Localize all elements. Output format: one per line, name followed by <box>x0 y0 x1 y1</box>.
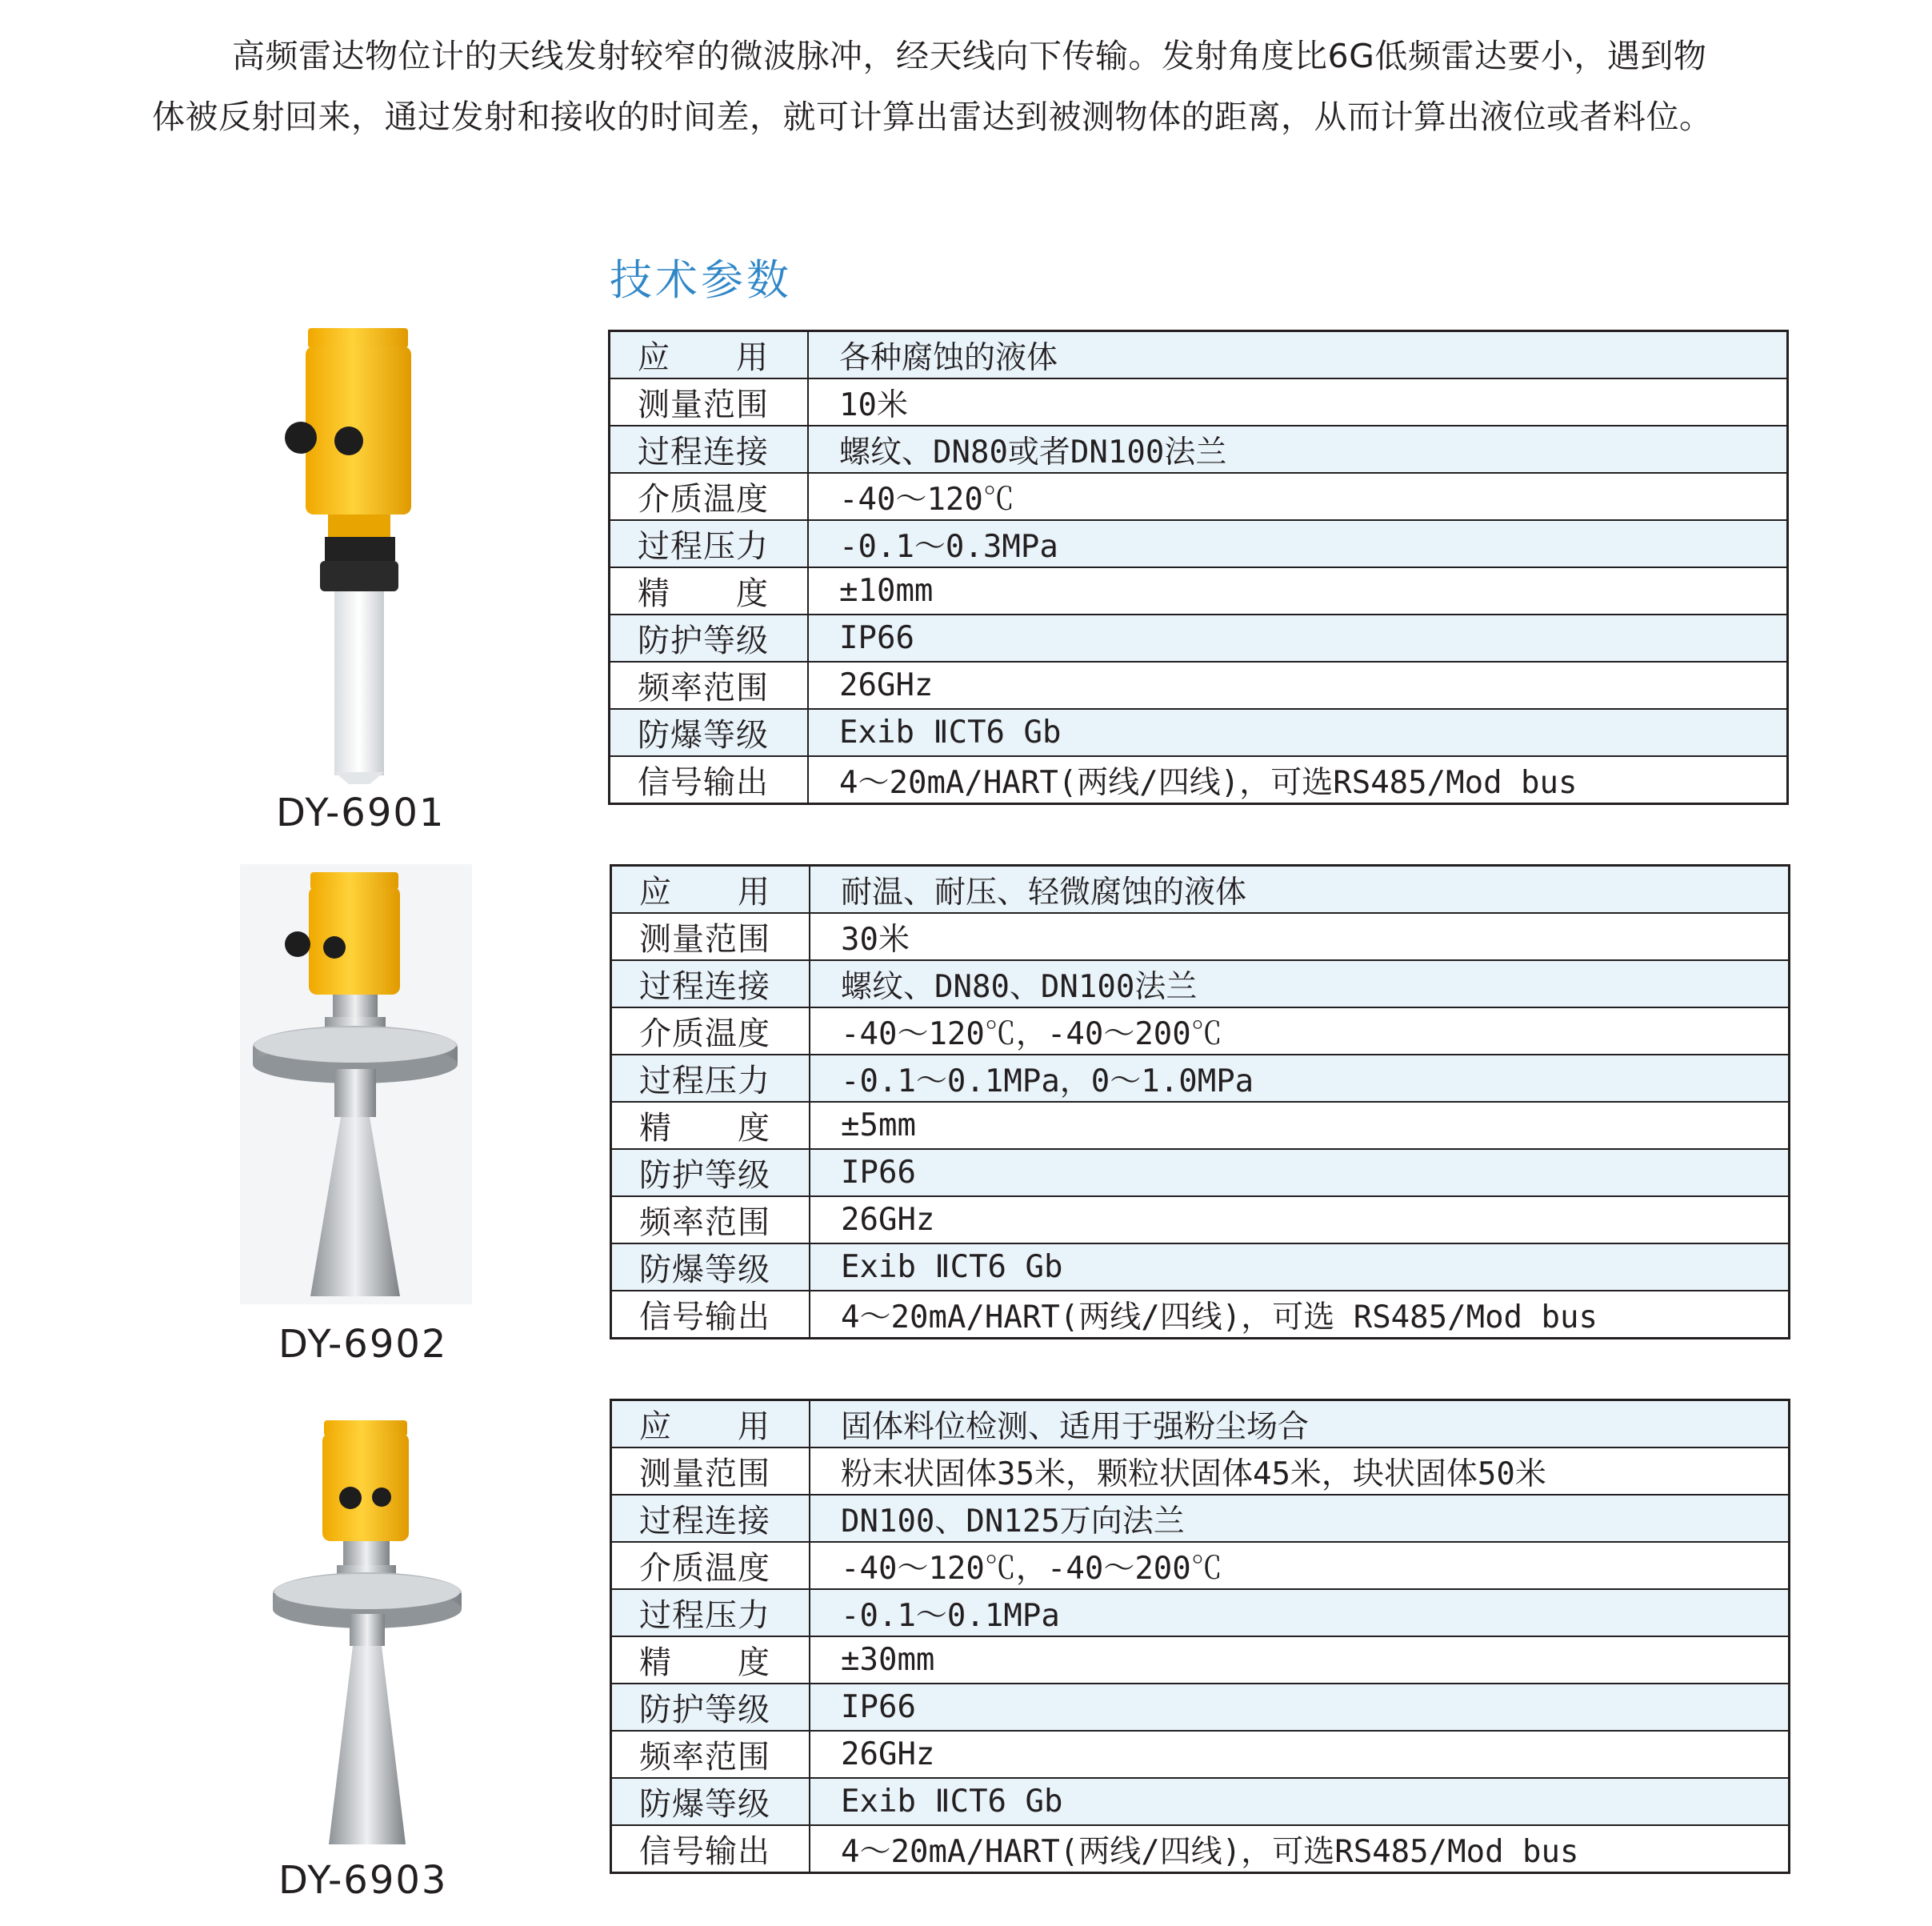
table-row <box>611 1196 1790 1243</box>
spec-key: 应 用 <box>610 331 809 379</box>
spec-value: -0.1～0.3MPa <box>808 520 1788 567</box>
spec-value: 4～20mA/HART(两线/四线)，可选RS485/Mod bus <box>808 756 1788 804</box>
table-row <box>611 1055 1790 1102</box>
table-row <box>611 1007 1790 1055</box>
spec-key: 应 用 <box>611 866 810 914</box>
table-row <box>611 1684 1790 1731</box>
table-row <box>611 1589 1790 1636</box>
spec-value: DN100、DN125万向法兰 <box>810 1495 1790 1542</box>
spec-value: IP66 <box>810 1149 1790 1196</box>
table-row <box>610 520 1788 567</box>
table-row <box>611 1636 1790 1684</box>
spec-key: 测量范围 <box>610 378 809 426</box>
spec-key: 测量范围 <box>611 1448 810 1495</box>
spec-value: -40～120℃，-40～200℃ <box>810 1007 1790 1055</box>
spec-key: 过程连接 <box>611 1495 810 1542</box>
spec-key: 过程压力 <box>611 1589 810 1636</box>
spec-value: ±30mm <box>810 1636 1790 1684</box>
spec-key: 精 度 <box>611 1102 810 1149</box>
spec-key: 频率范围 <box>610 662 809 709</box>
spec-table-dy-6903 <box>610 1399 1790 1874</box>
spec-value: 耐温、耐压、轻微腐蚀的液体 <box>810 866 1790 914</box>
spec-key: 介质温度 <box>610 473 809 520</box>
spec-value: -40～120℃，-40～200℃ <box>810 1542 1790 1589</box>
spec-value: 粉末状固体35米，颗粒状固体45米，块状固体50米 <box>810 1448 1790 1495</box>
spec-key: 防爆等级 <box>610 709 809 756</box>
spec-value: 螺纹、DN80、DN100法兰 <box>810 960 1790 1007</box>
spec-value: 26GHz <box>810 1196 1790 1243</box>
spec-value: ±10mm <box>808 567 1788 615</box>
table-row <box>611 1291 1790 1339</box>
table-row <box>611 1102 1790 1149</box>
spec-key: 防护等级 <box>611 1684 810 1731</box>
spec-value: -0.1～0.1MPa，0～1.0MPa <box>810 1055 1790 1102</box>
spec-value: 26GHz <box>810 1731 1790 1778</box>
product-image-dy-6901 <box>272 324 432 784</box>
spec-value: -0.1～0.1MPa <box>810 1589 1790 1636</box>
spec-key: 防护等级 <box>610 615 809 662</box>
section-title: 技术参数 <box>610 256 792 305</box>
spec-key: 应 用 <box>611 1400 810 1448</box>
spec-value: 螺纹、DN80或者DN100法兰 <box>808 426 1788 473</box>
table-row <box>611 866 1790 914</box>
table-row <box>610 756 1788 804</box>
spec-key: 频率范围 <box>611 1196 810 1243</box>
spec-key: 过程压力 <box>610 520 809 567</box>
table-row <box>610 615 1788 662</box>
table-row <box>611 913 1790 960</box>
spec-key: 防爆等级 <box>611 1778 810 1825</box>
spec-key: 精 度 <box>610 567 809 615</box>
spec-key: 精 度 <box>611 1636 810 1684</box>
spec-value: 4～20mA/HART(两线/四线)，可选RS485/Mod bus <box>810 1825 1790 1873</box>
spec-value: 10米 <box>808 378 1788 426</box>
spec-key: 介质温度 <box>611 1007 810 1055</box>
spec-key: 测量范围 <box>611 913 810 960</box>
intro-paragraph <box>152 26 1800 147</box>
spec-key: 介质温度 <box>611 1542 810 1589</box>
spec-key: 防护等级 <box>611 1149 810 1196</box>
table-row <box>611 1243 1790 1291</box>
product-image-dy-6903 <box>268 1412 468 1852</box>
spec-value: 4～20mA/HART(两线/四线)，可选 RS485/Mod bus <box>810 1291 1790 1339</box>
table-row <box>610 567 1788 615</box>
spec-value: IP66 <box>810 1684 1790 1731</box>
spec-key: 过程连接 <box>610 426 809 473</box>
table-row <box>611 960 1790 1007</box>
spec-value: Exib ⅡCT6 Gb <box>810 1243 1790 1291</box>
spec-value: 26GHz <box>808 662 1788 709</box>
table-row <box>611 1731 1790 1778</box>
spec-table-dy-6902 <box>610 864 1790 1339</box>
spec-key: 过程压力 <box>611 1055 810 1102</box>
spec-value: 固体料位检测、适用于强粉尘场合 <box>810 1400 1790 1448</box>
spec-key: 信号输出 <box>611 1291 810 1339</box>
table-row <box>610 662 1788 709</box>
spec-table-dy-6901 <box>608 330 1789 805</box>
spec-value: IP66 <box>808 615 1788 662</box>
table-row <box>611 1778 1790 1825</box>
product-image-dy-6902 <box>240 864 472 1304</box>
table-row <box>610 709 1788 756</box>
table-row <box>610 331 1788 379</box>
table-row <box>610 473 1788 520</box>
table-row <box>611 1400 1790 1448</box>
spec-value: -40～120℃ <box>808 473 1788 520</box>
spec-key: 信号输出 <box>610 756 809 804</box>
table-row <box>611 1448 1790 1495</box>
product-model-label: DY-6901 <box>276 791 446 835</box>
table-row <box>610 426 1788 473</box>
spec-value: Exib ⅡCT6 Gb <box>808 709 1788 756</box>
spec-key: 信号输出 <box>611 1825 810 1873</box>
table-row <box>611 1495 1790 1542</box>
table-row <box>610 378 1788 426</box>
spec-value: 30米 <box>810 913 1790 960</box>
spec-key: 过程连接 <box>611 960 810 1007</box>
spec-key: 频率范围 <box>611 1731 810 1778</box>
spec-key: 防爆等级 <box>611 1243 810 1291</box>
spec-value: Exib ⅡCT6 Gb <box>810 1778 1790 1825</box>
intro-line-1: 高频雷达物位计的天线发射较窄的微波脉冲，经天线向下传输。发射角度比6G低频雷达要小，遇到物 <box>232 37 1707 75</box>
table-row <box>611 1149 1790 1196</box>
spec-value: 各种腐蚀的液体 <box>808 331 1788 379</box>
spec-value: ±5mm <box>810 1102 1790 1149</box>
table-row <box>611 1825 1790 1873</box>
product-model-label: DY-6903 <box>278 1858 448 1903</box>
intro-line-2: 体被反射回来，通过发射和接收的时间差，就可计算出雷达到被测物体的距离，从而计算出液位或者料位。 <box>152 98 1713 136</box>
table-row <box>611 1542 1790 1589</box>
product-model-label: DY-6902 <box>278 1322 448 1367</box>
